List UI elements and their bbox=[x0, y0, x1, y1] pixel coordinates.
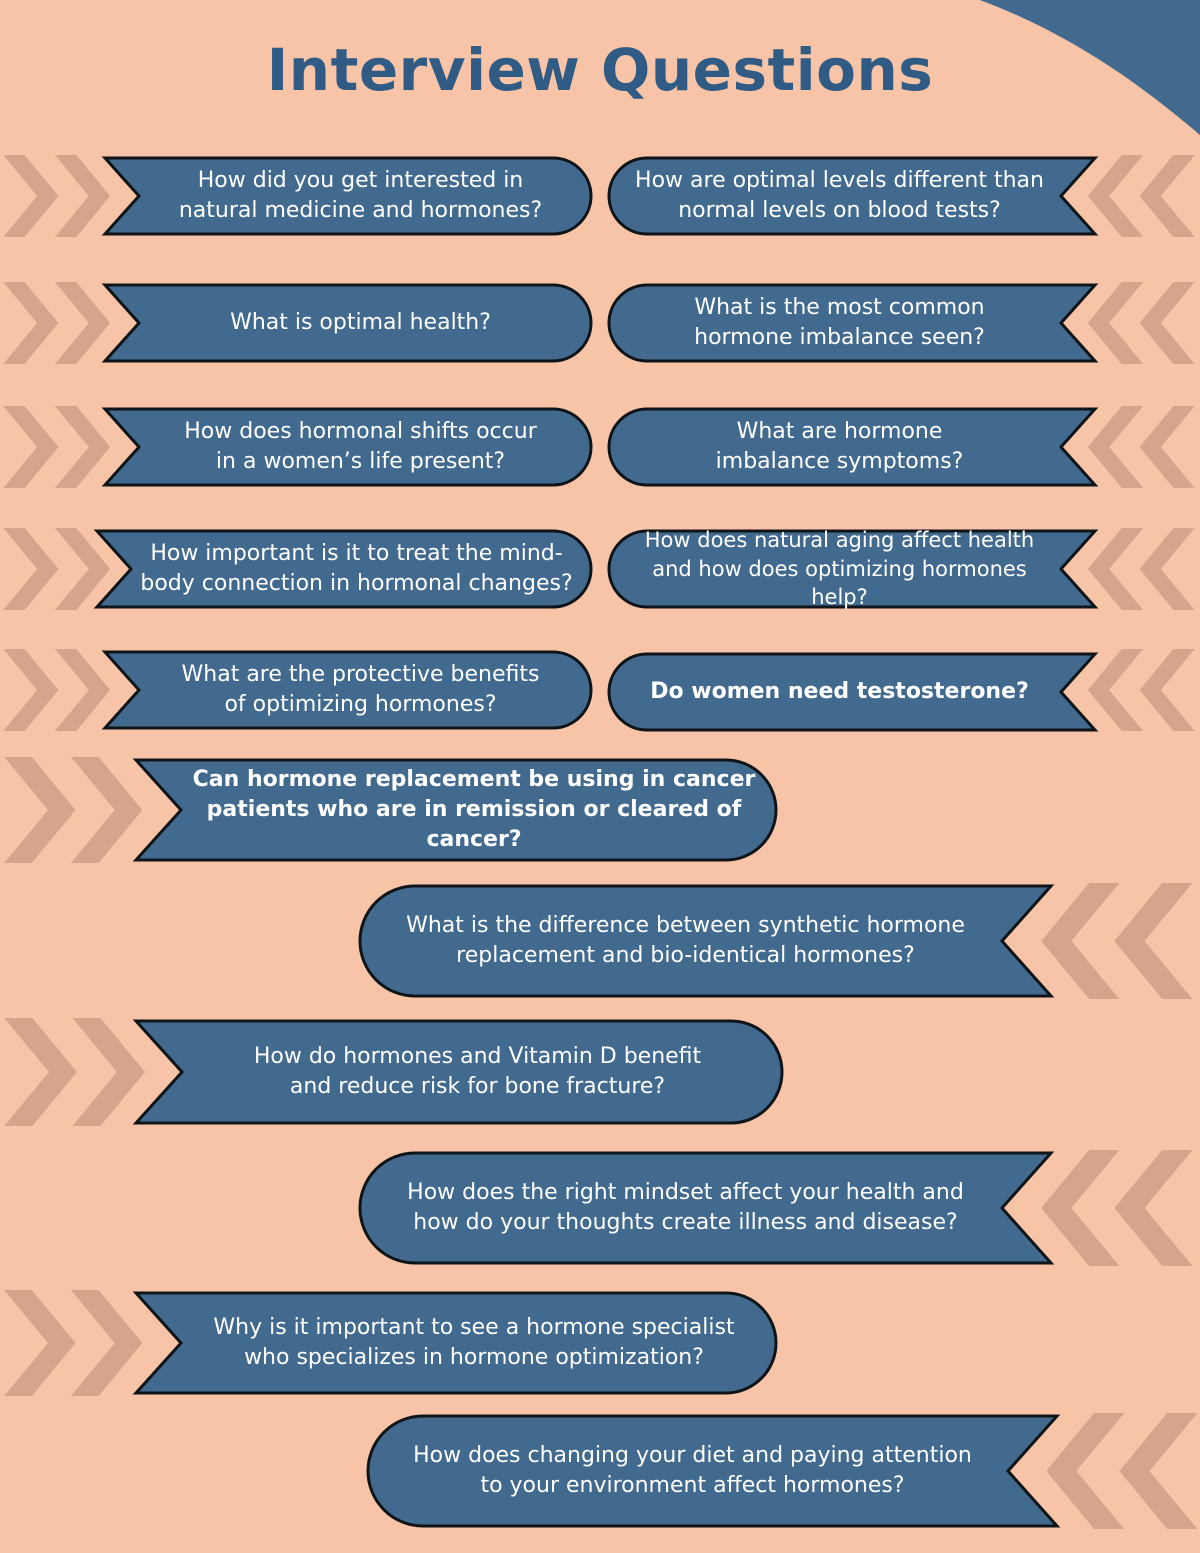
question-banner bbox=[365, 1413, 1060, 1529]
chevron-icon bbox=[3, 649, 58, 731]
chevron-icon bbox=[1140, 155, 1195, 237]
question-banner bbox=[606, 528, 1098, 610]
question-banner bbox=[102, 282, 594, 364]
chevron-decoration-4 bbox=[1083, 282, 1198, 364]
chevron-decoration-10 bbox=[1083, 649, 1198, 731]
question-banner bbox=[133, 1018, 785, 1126]
chevron-icon bbox=[1140, 649, 1195, 731]
chevron-decoration-14 bbox=[1035, 1150, 1197, 1266]
question-text: How does natural aging affect health and how does optimizing hormones help? bbox=[644, 528, 1035, 610]
question-banner bbox=[606, 282, 1098, 364]
chevron-icon bbox=[4, 757, 75, 863]
page-title: Interview Questions bbox=[266, 36, 934, 104]
chevron-decoration-13 bbox=[0, 1018, 151, 1126]
question-text: How do hormones and Vitamin D benefit and reduce risk for bone fracture? bbox=[253, 1044, 702, 1099]
chevron-decoration-1 bbox=[0, 155, 115, 237]
question-text: How does the right mindset affect your health and how do your thoughts create illness and disease? bbox=[407, 1180, 964, 1235]
question-text: What is the most common hormone imbalance seen? bbox=[694, 295, 985, 350]
question-banner bbox=[357, 883, 1054, 999]
chevron-icon bbox=[71, 1290, 142, 1396]
question-text: Do women need testosterone? bbox=[650, 679, 1029, 705]
question-text: Can hormone replacement be using in cancer patients who are in remission or cleared of cancer? bbox=[192, 767, 756, 852]
question-text: What is optimal health? bbox=[230, 310, 491, 336]
chevron-icon bbox=[4, 1290, 75, 1396]
question-banner bbox=[102, 155, 594, 237]
question-banner bbox=[133, 757, 779, 863]
question-text: How are optimal levels different than normal levels on blood tests? bbox=[635, 168, 1044, 223]
chevron-icon bbox=[1114, 1150, 1192, 1266]
chevron-icon bbox=[3, 282, 58, 364]
question-text: How important is it to treat the mind- body connection in hormonal changes? bbox=[140, 541, 573, 596]
question-text: What are the protective benefits of optimizing hormones? bbox=[181, 662, 540, 717]
chevron-decoration-12 bbox=[1035, 883, 1197, 999]
question-banner bbox=[102, 649, 594, 731]
chevron-icon bbox=[3, 528, 58, 610]
chevron-decoration-11 bbox=[0, 757, 148, 863]
question-banner bbox=[102, 406, 594, 488]
chevron-decoration-9 bbox=[0, 649, 115, 731]
question-text: How does hormonal shifts occur in a women’s life present? bbox=[184, 419, 537, 474]
question-banner bbox=[133, 1290, 779, 1396]
chevron-decoration-2 bbox=[1083, 155, 1198, 237]
chevron-decoration-6 bbox=[1083, 406, 1198, 488]
chevron-decoration-15 bbox=[0, 1290, 148, 1396]
chevron-icon bbox=[1140, 406, 1195, 488]
chevron-decoration-5 bbox=[0, 406, 115, 488]
chevron-icon bbox=[1119, 1413, 1197, 1529]
question-banner bbox=[357, 1150, 1054, 1266]
question-banner bbox=[94, 528, 594, 610]
question-text: What is the difference between synthetic hormone replacement and bio-identical hormones? bbox=[406, 913, 965, 968]
question-text: How does changing your diet and paying attention to your environment affect hormones? bbox=[413, 1443, 972, 1498]
question-banner bbox=[606, 406, 1098, 488]
chevron-icon bbox=[1140, 282, 1195, 364]
chevron-decoration-3 bbox=[0, 282, 115, 364]
question-text: What are hormone imbalance symptoms? bbox=[715, 419, 964, 474]
chevron-decoration-16 bbox=[1040, 1413, 1200, 1529]
chevron-decoration-8 bbox=[1083, 528, 1198, 610]
question-text: How did you get interested in natural medicine and hormones? bbox=[178, 168, 543, 223]
chevron-icon bbox=[3, 155, 58, 237]
chevron-icon bbox=[71, 757, 142, 863]
question-banner bbox=[606, 155, 1098, 237]
chevron-icon bbox=[3, 406, 58, 488]
question-banner bbox=[606, 651, 1098, 733]
chevron-icon bbox=[1114, 883, 1192, 999]
chevron-icon bbox=[1140, 528, 1195, 610]
chevron-icon bbox=[4, 1018, 77, 1126]
question-text: Why is it important to see a hormone specialist who specializes in hormone optimization? bbox=[213, 1315, 735, 1370]
